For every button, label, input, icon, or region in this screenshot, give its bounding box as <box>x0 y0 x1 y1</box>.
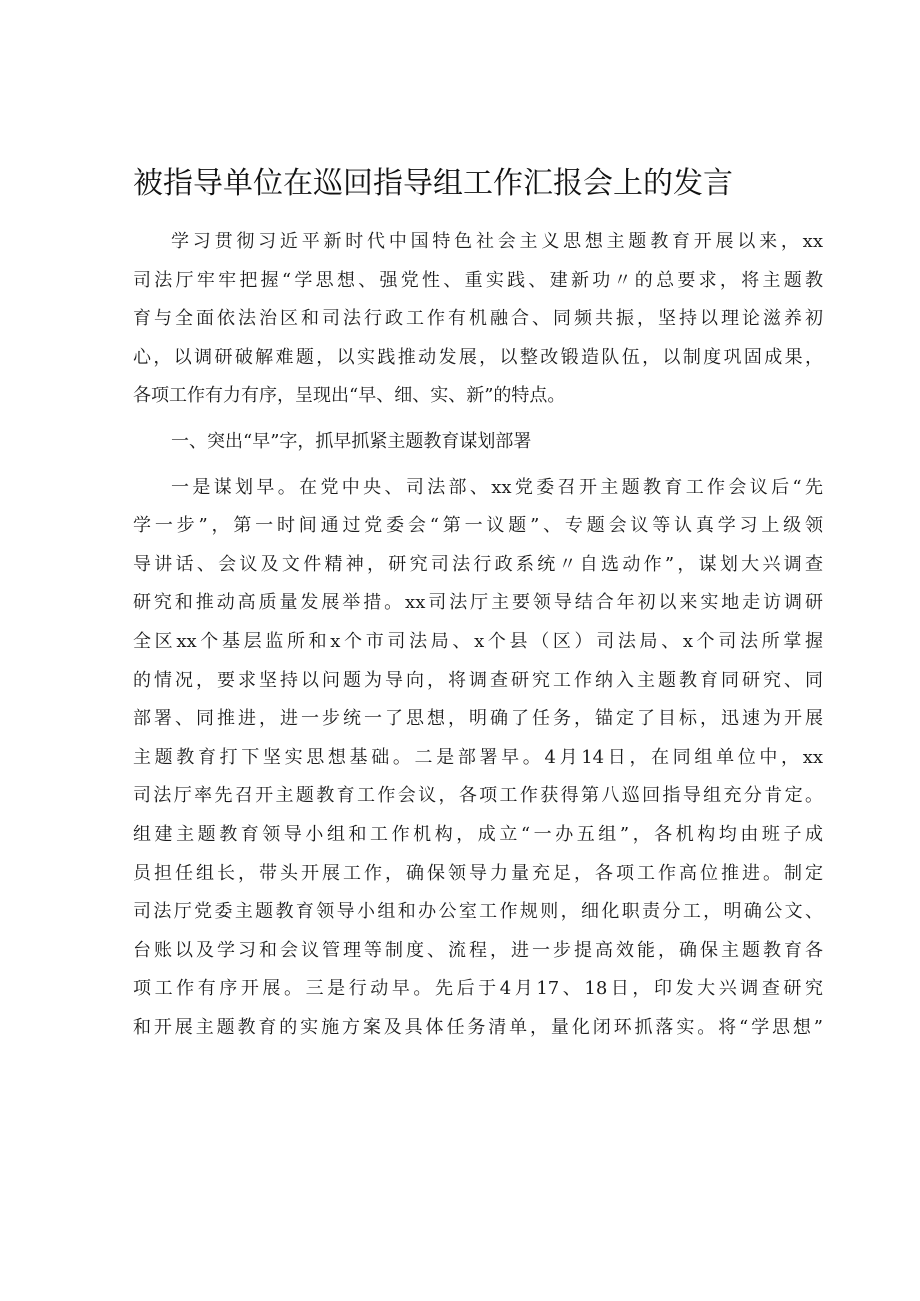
paragraph-line: 部署、同推进，进一步统一了思想，明确了任务，锚定了目标，迅速为开展 <box>133 708 823 730</box>
paragraph-line: 台账以及学习和会议管理等制度、流程，进一步提高效能，确保主题教育各 <box>133 939 823 961</box>
paragraph-line: 和开展主题教育的实施方案及具体任务清单，量化闭环抓落实。将“学思想” <box>133 1016 823 1038</box>
paragraph-line: 心，以调研破解难题，以实践推动发展，以整改锻造队伍，以制度巩固成果， <box>133 346 823 368</box>
paragraph-line: 司法厅牢牢把握“学思想、强党性、重实践、建新功〃的总要求，将主题教 <box>133 269 823 291</box>
document-body <box>133 223 823 1047</box>
paragraph-line: 一是谋划早。在党中央、司法部、xx党委召开主题教育工作会议后“先 <box>171 476 823 498</box>
section-heading: 一、突出“早”字，抓早抓紧主题教育谋划部署 <box>171 430 532 452</box>
paragraph-line: 员担任组长，带头开展工作，确保领导力量充足，各项工作高位推进。制定 <box>133 862 823 884</box>
paragraph-line: 育与全面依法治区和司法行政工作有机融合、同频共振，坚持以理论滋养初 <box>133 308 823 330</box>
paragraph-line: 主题教育打下坚实思想基础。二是部署早。4月14日，在同组单位中，xx <box>133 746 823 768</box>
paragraph-line: 学习贯彻习近平新时代中国特色社会主义思想主题教育开展以来，xx <box>171 231 823 252</box>
paragraph-line: 项工作有序开展。三是行动早。先后于4月17、18日，印发大兴调查研究 <box>133 978 823 1000</box>
paragraph-line: 研究和推动高质量发展举措。xx司法厅主要领导结合年初以来实地走访调研 <box>133 592 823 614</box>
paragraph-line: 全区xx个基层监所和x个市司法局、x个县（区）司法局、x个司法所掌握 <box>133 630 823 652</box>
paragraph-line: 的情况，要求坚持以问题为导向，将调查研究工作纳入主题教育同研究、同 <box>133 669 823 691</box>
paragraph-line: 导讲话、会议及文件精神，研究司法行政系统〃自选动作”，谋划大兴调查 <box>133 553 823 575</box>
paragraph-line: 各项工作有力有序，呈现出“早、细、实、新”的特点。 <box>133 385 566 407</box>
paragraph-line: 学一步”，第一时间通过党委会“第一议题”、专题会议等认真学习上级领 <box>133 515 823 537</box>
paragraph-line: 组建主题教育领导小组和工作机构，成立“一办五组”，各机构均由班子成 <box>133 823 823 845</box>
document-title: 被指导单位在巡回指导组工作汇报会上的发言 <box>133 166 733 201</box>
paragraph-line: 司法厅率先召开主题教育工作会议，各项工作获得第八巡回指导组充分肯定。 <box>133 785 823 807</box>
paragraph-line: 司法厅党委主题教育领导小组和办公室工作规则，细化职责分工，明确公文、 <box>133 901 823 923</box>
